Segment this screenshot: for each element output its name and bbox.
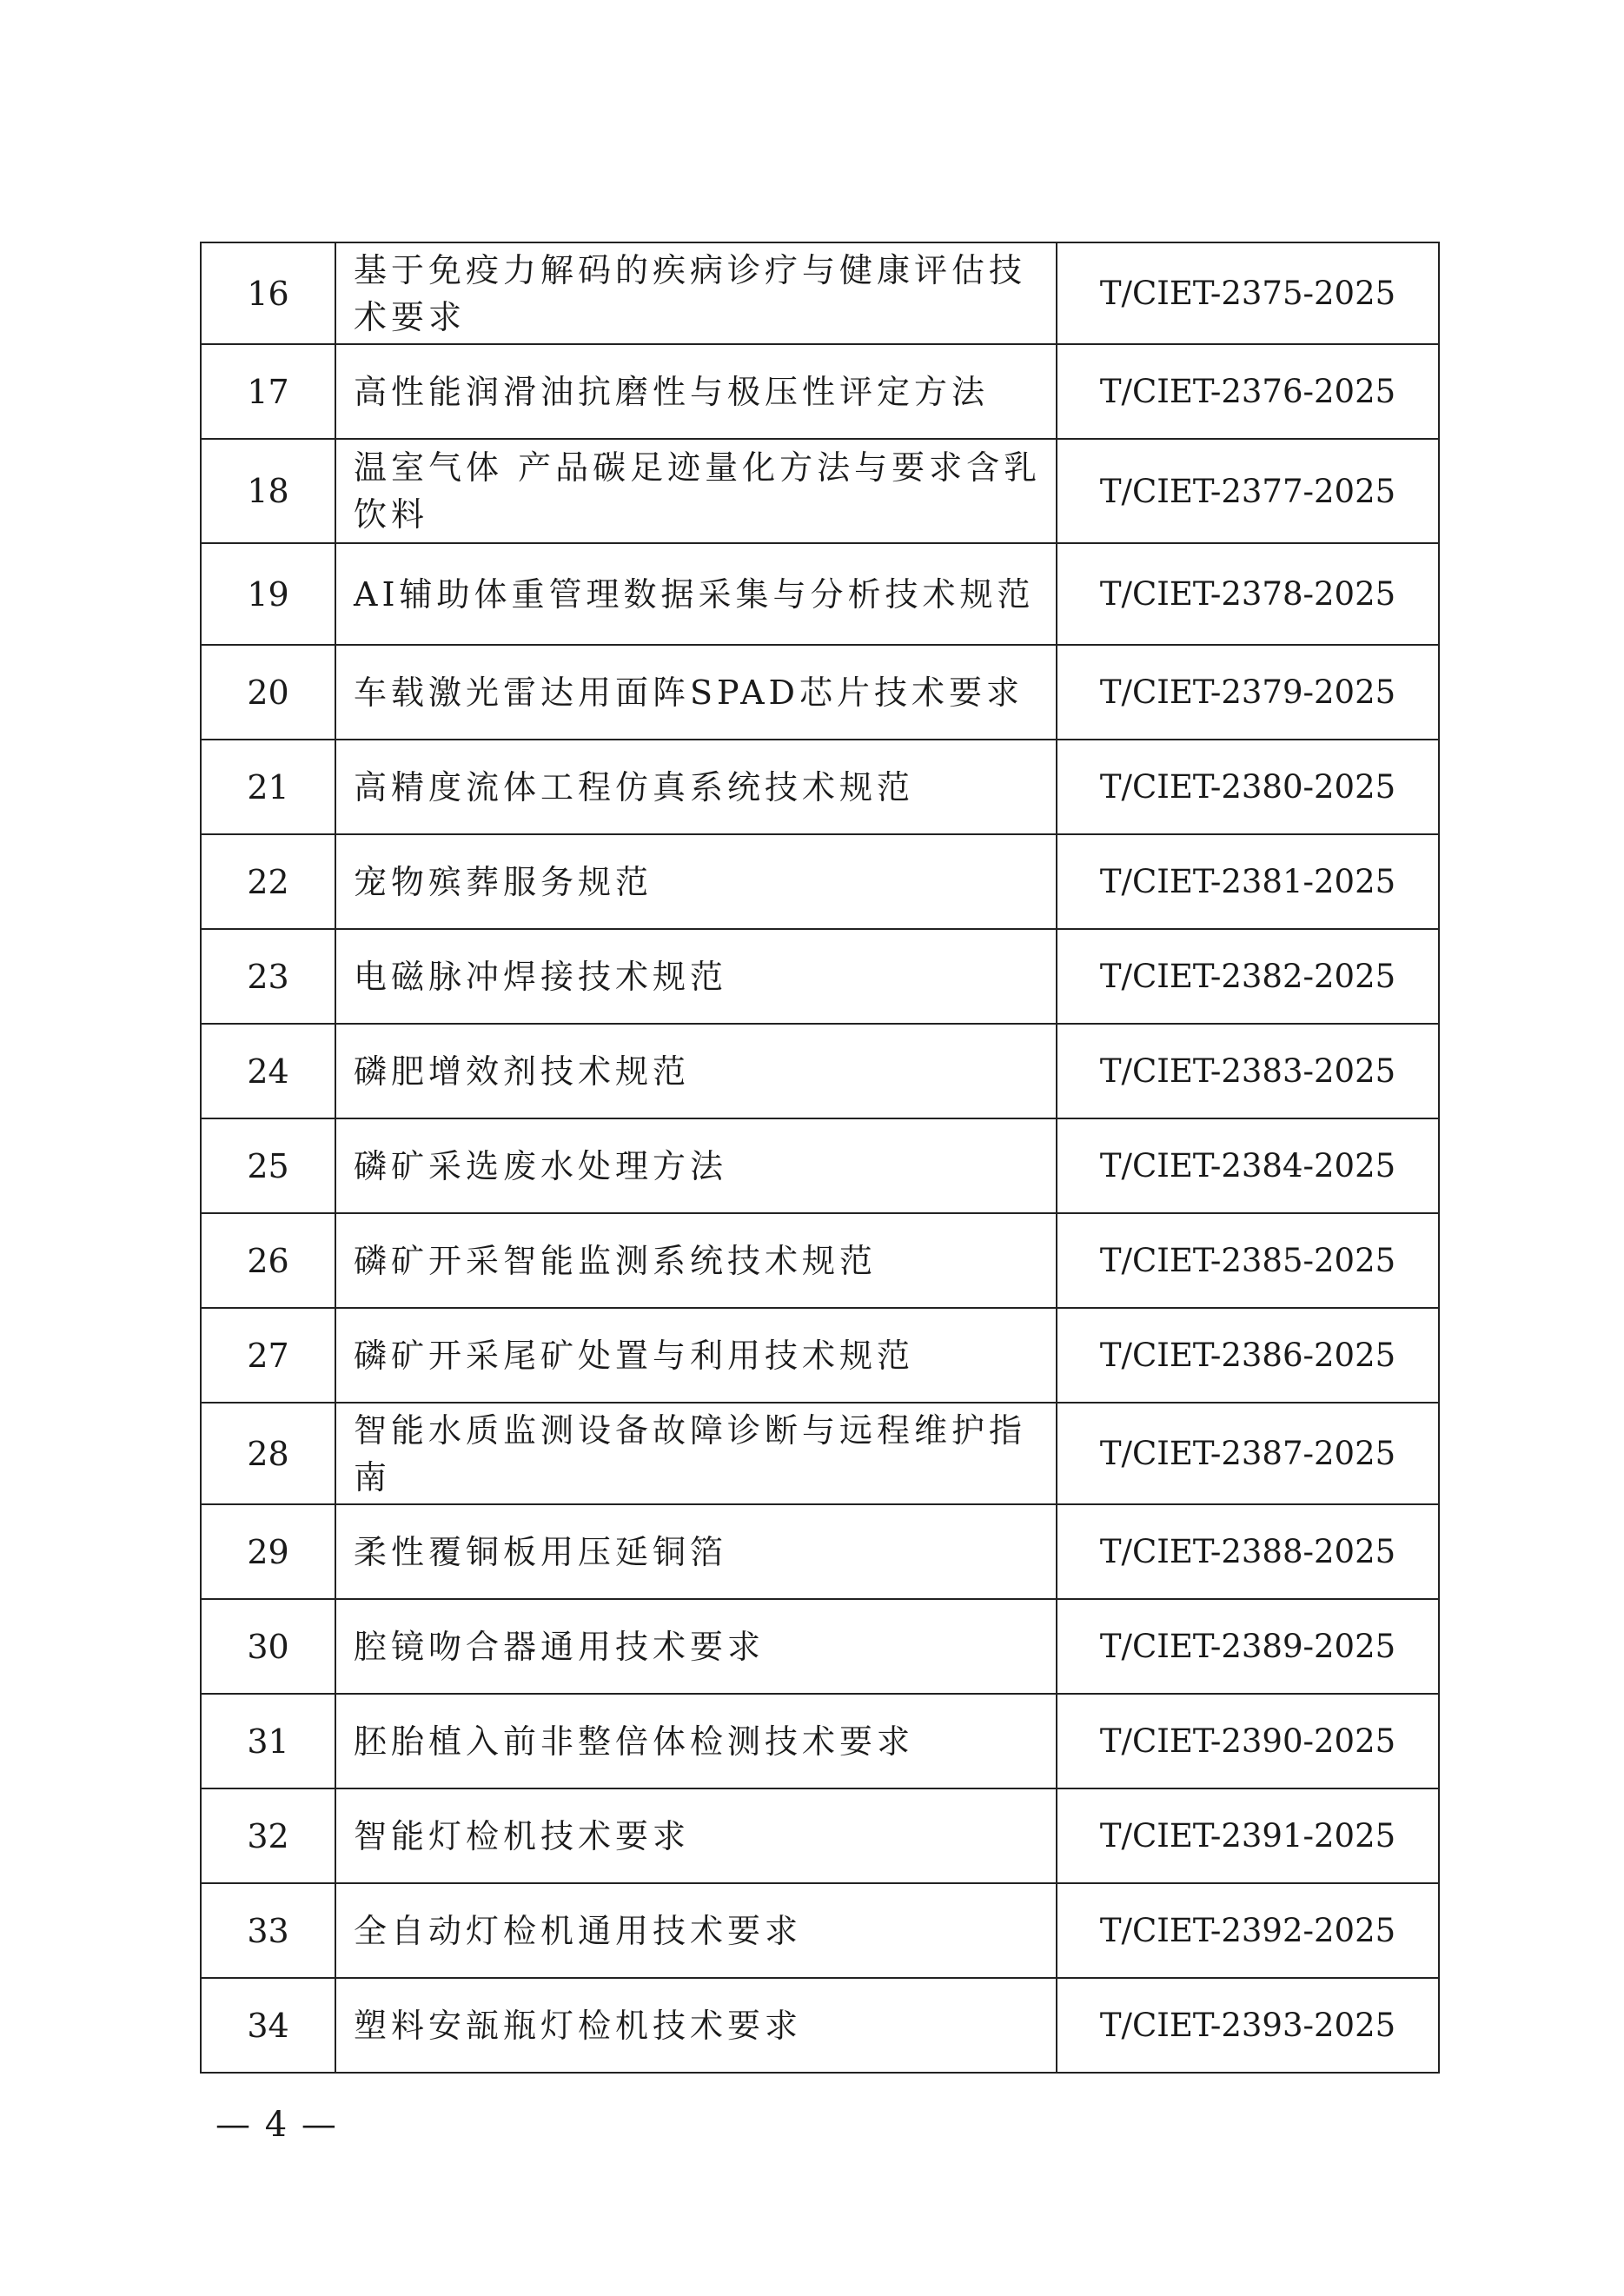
standard-name: 高精度流体工程仿真系统技术规范 bbox=[335, 740, 1057, 834]
table-row bbox=[201, 740, 1439, 834]
standard-code: T/CIET-2391-2025 bbox=[1057, 1788, 1439, 1883]
row-number: 18 bbox=[201, 439, 335, 543]
standard-code: T/CIET-2393-2025 bbox=[1057, 1978, 1439, 2073]
row-number: 33 bbox=[201, 1883, 335, 1978]
standard-name: 磷矿采选废水处理方法 bbox=[335, 1118, 1057, 1213]
row-number: 22 bbox=[201, 834, 335, 929]
table-row bbox=[201, 929, 1439, 1024]
standard-code: T/CIET-2378-2025 bbox=[1057, 543, 1439, 645]
row-number: 20 bbox=[201, 645, 335, 740]
table-row bbox=[201, 1978, 1439, 2073]
standard-name: 电磁脉冲焊接技术规范 bbox=[335, 929, 1057, 1024]
standard-name: 磷矿开采智能监测系统技术规范 bbox=[335, 1213, 1057, 1308]
row-number: 28 bbox=[201, 1403, 335, 1504]
standard-name: 塑料安瓿瓶灯检机技术要求 bbox=[335, 1978, 1057, 2073]
page-number: — 4 — bbox=[215, 2105, 338, 2145]
standard-code: T/CIET-2384-2025 bbox=[1057, 1118, 1439, 1213]
table-row bbox=[201, 1213, 1439, 1308]
row-number: 24 bbox=[201, 1024, 335, 1118]
table-row bbox=[201, 645, 1439, 740]
standard-code: T/CIET-2386-2025 bbox=[1057, 1308, 1439, 1403]
standard-code: T/CIET-2376-2025 bbox=[1057, 344, 1439, 439]
standard-code: T/CIET-2377-2025 bbox=[1057, 439, 1439, 543]
standards-table bbox=[200, 242, 1440, 2074]
table-row bbox=[201, 543, 1439, 645]
table-row bbox=[201, 1024, 1439, 1118]
standard-name: 磷矿开采尾矿处置与利用技术规范 bbox=[335, 1308, 1057, 1403]
row-number: 32 bbox=[201, 1788, 335, 1883]
table-row bbox=[201, 1308, 1439, 1403]
standard-name: 宠物殡葬服务规范 bbox=[335, 834, 1057, 929]
row-number: 30 bbox=[201, 1599, 335, 1694]
standard-name: 胚胎植入前非整倍体检测技术要求 bbox=[335, 1694, 1057, 1788]
row-number: 27 bbox=[201, 1308, 335, 1403]
table-row bbox=[201, 1883, 1439, 1978]
row-number: 23 bbox=[201, 929, 335, 1024]
table-row bbox=[201, 344, 1439, 439]
row-number: 26 bbox=[201, 1213, 335, 1308]
row-number: 31 bbox=[201, 1694, 335, 1788]
row-number: 21 bbox=[201, 740, 335, 834]
table-row bbox=[201, 439, 1439, 543]
table-row bbox=[201, 1118, 1439, 1213]
standard-code: T/CIET-2392-2025 bbox=[1057, 1883, 1439, 1978]
standard-name: 全自动灯检机通用技术要求 bbox=[335, 1883, 1057, 1978]
standard-code: T/CIET-2387-2025 bbox=[1057, 1403, 1439, 1504]
table-row bbox=[201, 1694, 1439, 1788]
table-row bbox=[201, 1599, 1439, 1694]
standard-name: 高性能润滑油抗磨性与极压性评定方法 bbox=[335, 344, 1057, 439]
standard-code: T/CIET-2375-2025 bbox=[1057, 242, 1439, 344]
table-row bbox=[201, 1788, 1439, 1883]
standard-code: T/CIET-2390-2025 bbox=[1057, 1694, 1439, 1788]
standard-name: 智能灯检机技术要求 bbox=[335, 1788, 1057, 1883]
standard-code: T/CIET-2389-2025 bbox=[1057, 1599, 1439, 1694]
standard-code: T/CIET-2382-2025 bbox=[1057, 929, 1439, 1024]
table-row bbox=[201, 242, 1439, 344]
row-number: 17 bbox=[201, 344, 335, 439]
table-row bbox=[201, 834, 1439, 929]
row-number: 16 bbox=[201, 242, 335, 344]
table-row bbox=[201, 1403, 1439, 1504]
standard-code: T/CIET-2380-2025 bbox=[1057, 740, 1439, 834]
row-number: 34 bbox=[201, 1978, 335, 2073]
standard-name: 柔性覆铜板用压延铜箔 bbox=[335, 1504, 1057, 1599]
standard-name: 智能水质监测设备故障诊断与远程维护指南 bbox=[335, 1403, 1057, 1504]
standard-name: AI辅助体重管理数据采集与分析技术规范 bbox=[335, 543, 1057, 645]
standard-code: T/CIET-2385-2025 bbox=[1057, 1213, 1439, 1308]
standard-name: 基于免疫力解码的疾病诊疗与健康评估技术要求 bbox=[335, 242, 1057, 344]
standard-code: T/CIET-2381-2025 bbox=[1057, 834, 1439, 929]
standard-name: 磷肥增效剂技术规范 bbox=[335, 1024, 1057, 1118]
standard-code: T/CIET-2383-2025 bbox=[1057, 1024, 1439, 1118]
table-row bbox=[201, 1504, 1439, 1599]
row-number: 19 bbox=[201, 543, 335, 645]
standard-name: 车载激光雷达用面阵SPAD芯片技术要求 bbox=[335, 645, 1057, 740]
standard-code: T/CIET-2379-2025 bbox=[1057, 645, 1439, 740]
row-number: 25 bbox=[201, 1118, 335, 1213]
standard-code: T/CIET-2388-2025 bbox=[1057, 1504, 1439, 1599]
row-number: 29 bbox=[201, 1504, 335, 1599]
standard-name: 腔镜吻合器通用技术要求 bbox=[335, 1599, 1057, 1694]
standard-name: 温室气体 产品碳足迹量化方法与要求含乳饮料 bbox=[335, 439, 1057, 543]
